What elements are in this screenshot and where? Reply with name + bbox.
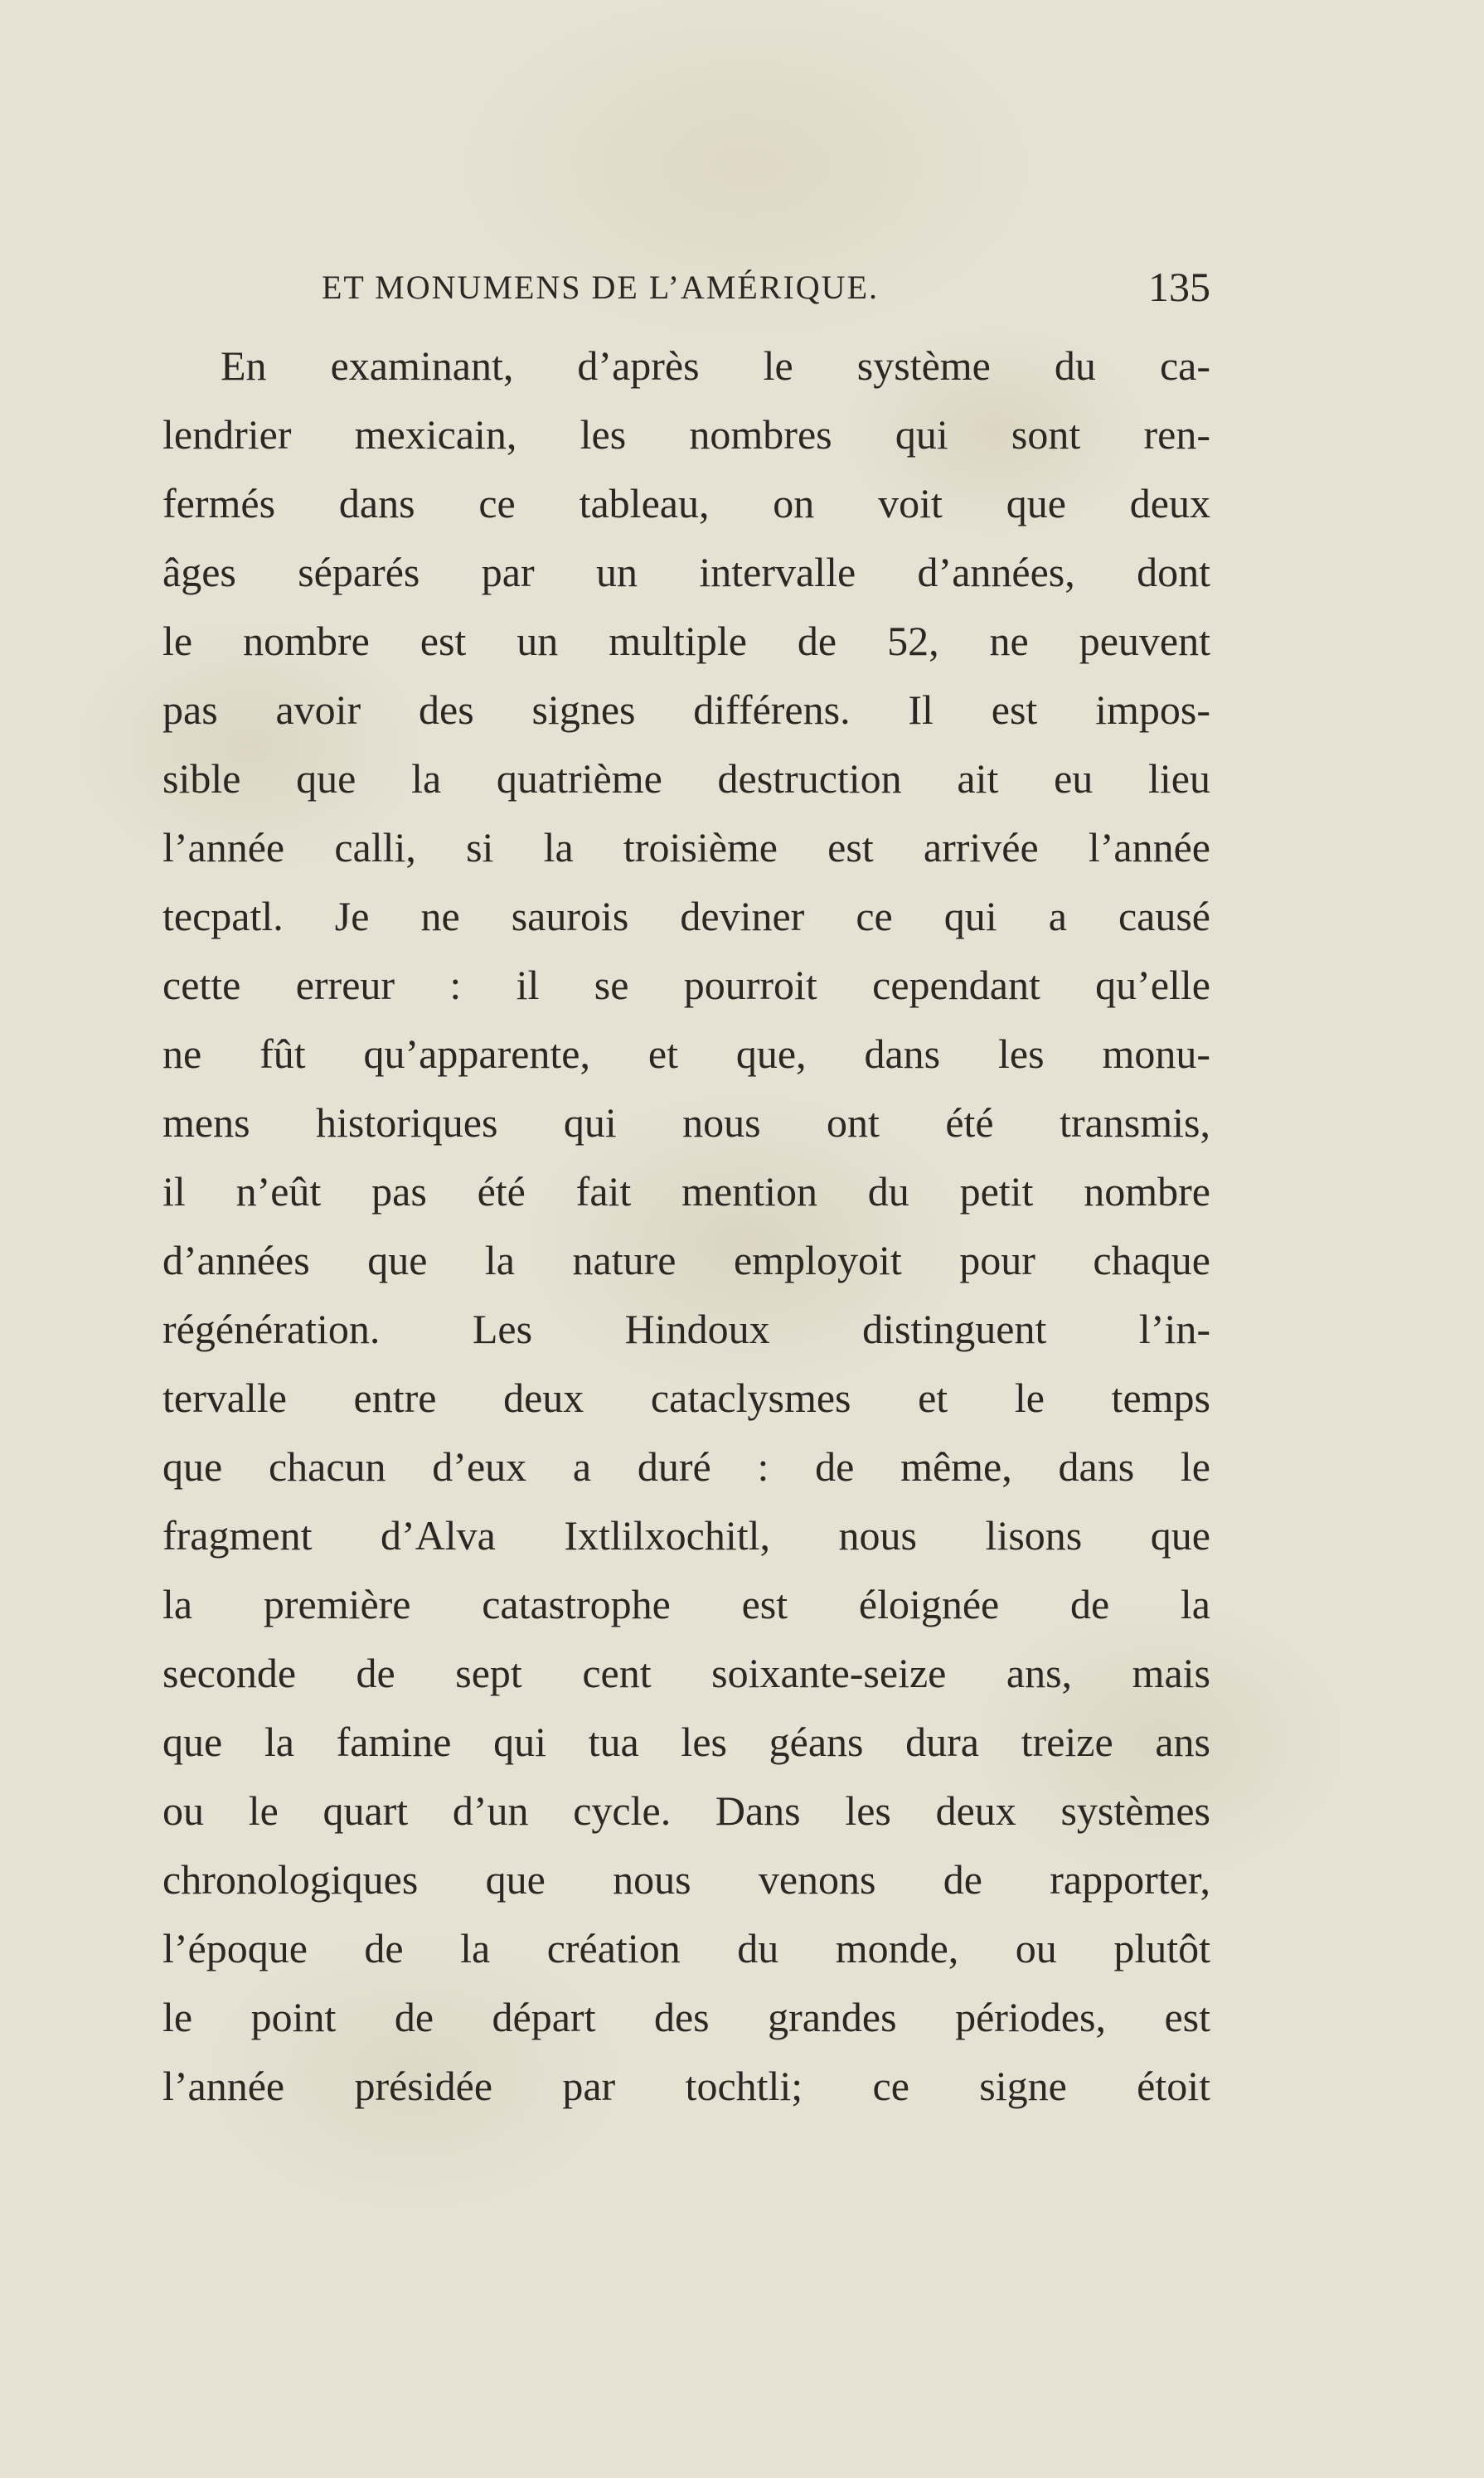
text-line: ne fût qu’apparente, et que, dans les monu- bbox=[162, 1030, 1210, 1077]
text-line: lendrier mexicain, les nombres qui sont ren- bbox=[162, 411, 1210, 458]
text-line: fermés dans ce tableau, on voit que deux bbox=[162, 480, 1210, 526]
text-line: cette erreur : il se pourroit cependant qu’elle bbox=[162, 962, 1210, 1008]
text-line: l’époque de la création du monde, ou plutôt bbox=[162, 1925, 1210, 1971]
text-line: régénération. Les Hindoux distinguent l’in- bbox=[162, 1306, 1210, 1352]
text-line: pas avoir des signes différens. Il est impos- bbox=[162, 686, 1210, 733]
text-line: ou le quart d’un cycle. Dans les deux systèmes bbox=[162, 1787, 1210, 1834]
text-line: l’année présidée par tochtli; ce signe étoit bbox=[162, 2063, 1210, 2109]
running-title: ET MONUMENS DE L’AMÉRIQUE. bbox=[322, 269, 879, 306]
text-line: âges séparés par un intervalle d’années, dont bbox=[162, 549, 1210, 595]
text-line: tervalle entre deux cataclysmes et le temps bbox=[162, 1375, 1210, 1421]
text-line: le nombre est un multiple de 52, ne peuvent bbox=[162, 618, 1210, 664]
text-line: En examinant, d’après le système du ca- bbox=[221, 342, 1210, 389]
text-line: il n’eût pas été fait mention du petit nombre bbox=[162, 1168, 1210, 1215]
text-line: que la famine qui tua les géans dura treize ans bbox=[162, 1719, 1210, 1765]
text-line: d’années que la nature employoit pour chaque bbox=[162, 1237, 1210, 1283]
text-line: le point de départ des grandes périodes, est bbox=[162, 1994, 1210, 2040]
text-line: chronologiques que nous venons de rapporter, bbox=[162, 1856, 1210, 1903]
text-line: tecpatl. Je ne saurois deviner ce qui a causé bbox=[162, 893, 1210, 939]
text-line: que chacun d’eux a duré : de même, dans le bbox=[162, 1443, 1210, 1490]
text-line: seconde de sept cent soixante-seize ans, mais bbox=[162, 1650, 1210, 1696]
body-text bbox=[162, 332, 1210, 2121]
text-line: fragment d’Alva Ixtlilxochitl, nous lisons que bbox=[162, 1512, 1210, 1559]
text-line: mens historiques qui nous ont été transmis, bbox=[162, 1099, 1210, 1146]
text-line: sible que la quatrième destruction ait eu lieu bbox=[162, 755, 1210, 802]
text-line: la première catastrophe est éloignée de la bbox=[162, 1581, 1210, 1627]
running-head bbox=[322, 264, 1210, 318]
page-number: 135 bbox=[1148, 264, 1210, 310]
text-line: l’année calli, si la troisième est arrivée l’année bbox=[162, 824, 1210, 870]
